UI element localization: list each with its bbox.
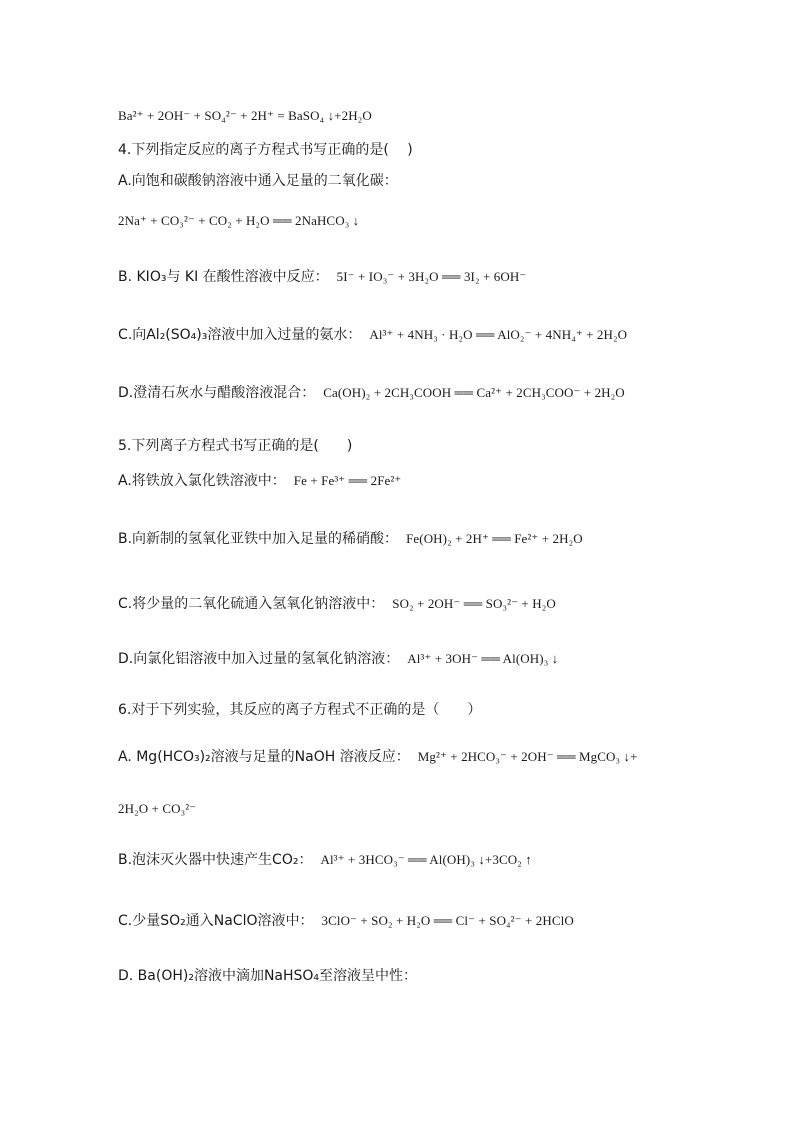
question-4-option-b: B. KIO₃与 KI 在酸性溶液中反应： 5I⁻ + IO₃⁻ + 3H₂O ══ 3I₂ + 6OH⁻ [118,269,527,285]
equation-line: Ba²⁺ + 2OH⁻ + SO₄²⁻ + 2H⁺ = BaSO₄ ↓+2H₂O [118,108,372,123]
question-4-option-a-equation: 2Na⁺ + CO₃²⁻ + CO₂ + H₂O ══ 2NaHCO₃ ↓ [118,213,360,228]
question-4-option-d: D.澄清石灰水与醋酸溶液混合： Ca(OH)₂ + 2CH₃COOH ══ Ca²⁺ + 2CH₃COO⁻ + 2H₂O [118,385,625,401]
question-6-option-c: C.少量SO₂通入NaClO溶液中： 3ClO⁻ + SO₂ + H₂O ══ Cl⁻ + SO₄²⁻ + 2HClO [118,913,574,929]
question-6-option-a-continued: 2H₂O + CO₃²⁻ [118,801,197,816]
question-5-stem: 5.下列离子方程式书写正确的是( ) [118,438,353,454]
question-5-option-d: D.向氯化铝溶液中加入过量的氢氧化钠溶液： Al³⁺ + 3OH⁻ ══ Al(OH)₃ ↓ [118,651,559,667]
question-5-option-b: B.向新制的氢氧化亚铁中加入足量的稀硝酸： Fe(OH)₂ + 2H⁺ ══ Fe²⁺ + 2H₂O [118,531,583,547]
question-6-option-a: A. Mg(HCO₃)₂溶液与足量的NaOH 溶液反应： Mg²⁺ + 2HCO₃⁻ + 2OH⁻ ══ MgCO₃ ↓+ [118,749,638,765]
question-6-option-d: D. Ba(OH)₂溶液中滴加NaHSO₄至溶液呈中性： [118,968,418,984]
question-5-option-a: A.将铁放入氯化铁溶液中： Fe + Fe³⁺ ══ 2Fe²⁺ [118,473,402,489]
question-4-option-a: A.向饱和碳酸钠溶液中通入足量的二氧化碳： [118,173,398,189]
question-4-option-c: C.向Al₂(SO₄)₃溶液中加入过量的氨水： Al³⁺ + 4NH₃ · H₂O ══ AlO₂⁻ + 4NH₄⁺ + 2H₂O [118,327,628,343]
question-6-option-b: B.泡沫灭火器中快速产生CO₂： Al³⁺ + 3HCO₃⁻ ══ Al(OH)₃ ↓+3CO₂ ↑ [118,852,532,868]
question-6-stem: 6.对于下列实验，其反应的离子方程式不正确的是（ ） [118,702,482,718]
question-5-option-c: C.将少量的二氧化硫通入氢氧化钠溶液中： SO₂ + 2OH⁻ ══ SO₃²⁻ + H₂O [118,596,556,612]
question-4-stem: 4.下列指定反应的离子方程式书写正确的是( ) [118,142,413,158]
